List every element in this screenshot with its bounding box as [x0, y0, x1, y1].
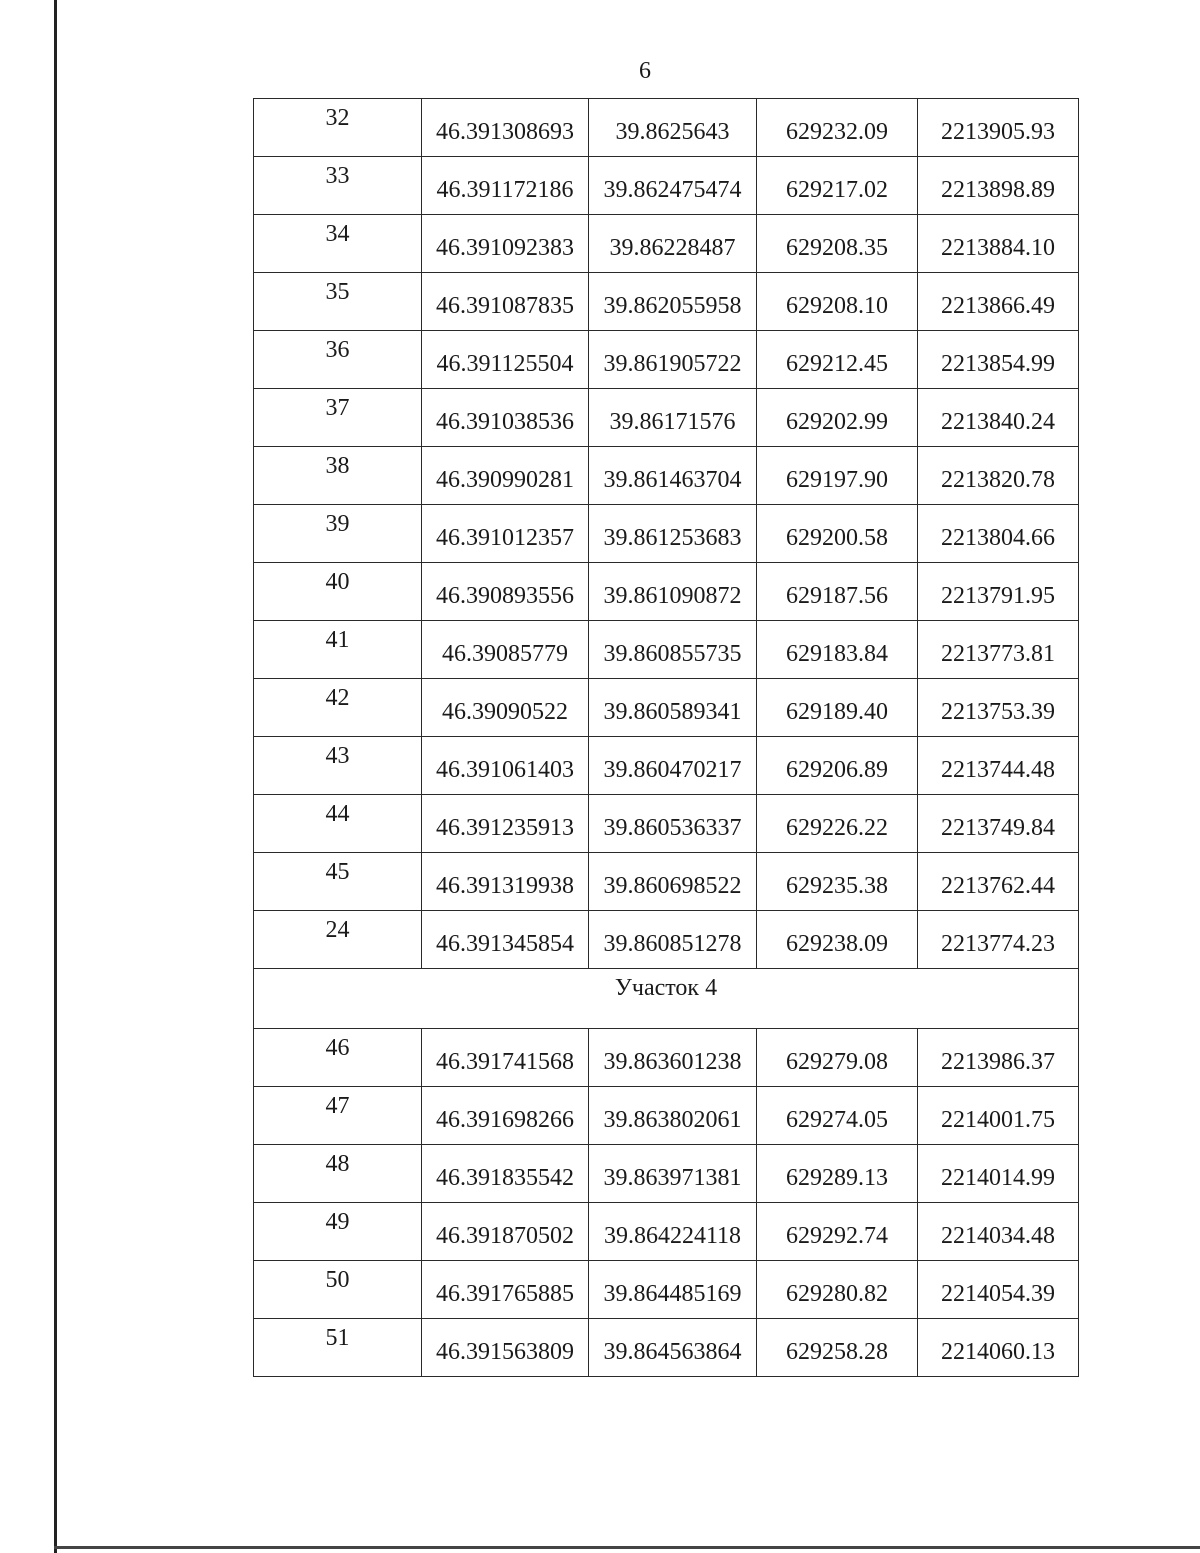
x-coordinate-cell: 629274.05 [757, 1087, 918, 1145]
table-row [254, 447, 1079, 505]
longitude-cell: 39.864224118 [589, 1203, 757, 1261]
longitude-cell: 39.862055958 [589, 273, 757, 331]
table-section-header [254, 969, 1079, 1029]
point-number-cell: 45 [254, 853, 422, 911]
point-number-cell: 32 [254, 99, 422, 157]
x-coordinate-cell: 629202.99 [757, 389, 918, 447]
y-coordinate-cell: 2213773.81 [918, 621, 1079, 679]
longitude-cell: 39.86228487 [589, 215, 757, 273]
table-row [254, 273, 1079, 331]
latitude-cell: 46.391698266 [422, 1087, 589, 1145]
longitude-cell: 39.8625643 [589, 99, 757, 157]
coordinates-table [253, 98, 1079, 1377]
x-coordinate-cell: 629206.89 [757, 737, 918, 795]
table-body-top [254, 99, 1079, 969]
latitude-cell: 46.390893556 [422, 563, 589, 621]
point-number-cell: 47 [254, 1087, 422, 1145]
longitude-cell: 39.86171576 [589, 389, 757, 447]
point-number-cell: 24 [254, 911, 422, 969]
latitude-cell: 46.391319938 [422, 853, 589, 911]
latitude-cell: 46.391835542 [422, 1145, 589, 1203]
x-coordinate-cell: 629258.28 [757, 1319, 918, 1377]
latitude-cell: 46.391563809 [422, 1319, 589, 1377]
y-coordinate-cell: 2213749.84 [918, 795, 1079, 853]
table-row [254, 621, 1079, 679]
page-left-border [54, 0, 57, 1553]
latitude-cell: 46.391092383 [422, 215, 589, 273]
latitude-cell: 46.391235913 [422, 795, 589, 853]
longitude-cell: 39.861463704 [589, 447, 757, 505]
longitude-cell: 39.862475474 [589, 157, 757, 215]
x-coordinate-cell: 629279.08 [757, 1029, 918, 1087]
x-coordinate-cell: 629292.74 [757, 1203, 918, 1261]
longitude-cell: 39.860470217 [589, 737, 757, 795]
point-number-cell: 44 [254, 795, 422, 853]
table-row [254, 795, 1079, 853]
table-body-bottom [254, 1029, 1079, 1377]
latitude-cell: 46.391087835 [422, 273, 589, 331]
latitude-cell: 46.390990281 [422, 447, 589, 505]
point-number-cell: 50 [254, 1261, 422, 1319]
longitude-cell: 39.864563864 [589, 1319, 757, 1377]
x-coordinate-cell: 629235.38 [757, 853, 918, 911]
latitude-cell: 46.391345854 [422, 911, 589, 969]
table-row [254, 679, 1079, 737]
x-coordinate-cell: 629208.35 [757, 215, 918, 273]
longitude-cell: 39.860855735 [589, 621, 757, 679]
table-row [254, 1087, 1079, 1145]
longitude-cell: 39.860698522 [589, 853, 757, 911]
x-coordinate-cell: 629208.10 [757, 273, 918, 331]
table-row [254, 1203, 1079, 1261]
latitude-cell: 46.391741568 [422, 1029, 589, 1087]
x-coordinate-cell: 629183.84 [757, 621, 918, 679]
point-number-cell: 46 [254, 1029, 422, 1087]
point-number-cell: 38 [254, 447, 422, 505]
latitude-cell: 46.391172186 [422, 157, 589, 215]
x-coordinate-cell: 629232.09 [757, 99, 918, 157]
y-coordinate-cell: 2213820.78 [918, 447, 1079, 505]
x-coordinate-cell: 629200.58 [757, 505, 918, 563]
table-row [254, 389, 1079, 447]
longitude-cell: 39.863802061 [589, 1087, 757, 1145]
table-row [254, 1029, 1079, 1087]
latitude-cell: 46.391061403 [422, 737, 589, 795]
latitude-cell: 46.391038536 [422, 389, 589, 447]
latitude-cell: 46.391125504 [422, 331, 589, 389]
point-number-cell: 49 [254, 1203, 422, 1261]
point-number-cell: 39 [254, 505, 422, 563]
point-number-cell: 42 [254, 679, 422, 737]
longitude-cell: 39.860536337 [589, 795, 757, 853]
page-number: 6 [639, 58, 651, 84]
table-row [254, 737, 1079, 795]
point-number-cell: 33 [254, 157, 422, 215]
latitude-cell: 46.391308693 [422, 99, 589, 157]
table-row [254, 911, 1079, 969]
y-coordinate-cell: 2214034.48 [918, 1203, 1079, 1261]
longitude-cell: 39.861090872 [589, 563, 757, 621]
table-row [254, 563, 1079, 621]
point-number-cell: 37 [254, 389, 422, 447]
longitude-cell: 39.860851278 [589, 911, 757, 969]
x-coordinate-cell: 629226.22 [757, 795, 918, 853]
table-row [254, 1261, 1079, 1319]
longitude-cell: 39.861905722 [589, 331, 757, 389]
y-coordinate-cell: 2213791.95 [918, 563, 1079, 621]
longitude-cell: 39.861253683 [589, 505, 757, 563]
x-coordinate-cell: 629189.40 [757, 679, 918, 737]
y-coordinate-cell: 2213866.49 [918, 273, 1079, 331]
x-coordinate-cell: 629217.02 [757, 157, 918, 215]
point-number-cell: 34 [254, 215, 422, 273]
table-row [254, 99, 1079, 157]
longitude-cell: 39.863971381 [589, 1145, 757, 1203]
longitude-cell: 39.863601238 [589, 1029, 757, 1087]
x-coordinate-cell: 629289.13 [757, 1145, 918, 1203]
latitude-cell: 46.39085779 [422, 621, 589, 679]
table-row [254, 1145, 1079, 1203]
y-coordinate-cell: 2213905.93 [918, 99, 1079, 157]
point-number-cell: 35 [254, 273, 422, 331]
y-coordinate-cell: 2214001.75 [918, 1087, 1079, 1145]
latitude-cell: 46.391870502 [422, 1203, 589, 1261]
point-number-cell: 43 [254, 737, 422, 795]
x-coordinate-cell: 629197.90 [757, 447, 918, 505]
point-number-cell: 51 [254, 1319, 422, 1377]
y-coordinate-cell: 2213753.39 [918, 679, 1079, 737]
y-coordinate-cell: 2213884.10 [918, 215, 1079, 273]
point-number-cell: 48 [254, 1145, 422, 1203]
y-coordinate-cell: 2213762.44 [918, 853, 1079, 911]
latitude-cell: 46.391765885 [422, 1261, 589, 1319]
y-coordinate-cell: 2213840.24 [918, 389, 1079, 447]
table-row [254, 215, 1079, 273]
y-coordinate-cell: 2214060.13 [918, 1319, 1079, 1377]
table-row [254, 853, 1079, 911]
y-coordinate-cell: 2213986.37 [918, 1029, 1079, 1087]
latitude-cell: 46.39090522 [422, 679, 589, 737]
y-coordinate-cell: 2213898.89 [918, 157, 1079, 215]
point-number-cell: 40 [254, 563, 422, 621]
y-coordinate-cell: 2214014.99 [918, 1145, 1079, 1203]
x-coordinate-cell: 629212.45 [757, 331, 918, 389]
section-row [254, 969, 1079, 1029]
point-number-cell: 36 [254, 331, 422, 389]
y-coordinate-cell: 2213774.23 [918, 911, 1079, 969]
y-coordinate-cell: 2213854.99 [918, 331, 1079, 389]
latitude-cell: 46.391012357 [422, 505, 589, 563]
x-coordinate-cell: 629238.09 [757, 911, 918, 969]
longitude-cell: 39.864485169 [589, 1261, 757, 1319]
section-title: Участок 4 [254, 969, 1079, 1029]
longitude-cell: 39.860589341 [589, 679, 757, 737]
y-coordinate-cell: 2213744.48 [918, 737, 1079, 795]
y-coordinate-cell: 2213804.66 [918, 505, 1079, 563]
table-row [254, 1319, 1079, 1377]
y-coordinate-cell: 2214054.39 [918, 1261, 1079, 1319]
point-number-cell: 41 [254, 621, 422, 679]
x-coordinate-cell: 629187.56 [757, 563, 918, 621]
page-bottom-border [54, 1546, 1200, 1549]
table-row [254, 505, 1079, 563]
table-row [254, 331, 1079, 389]
table-row [254, 157, 1079, 215]
x-coordinate-cell: 629280.82 [757, 1261, 918, 1319]
